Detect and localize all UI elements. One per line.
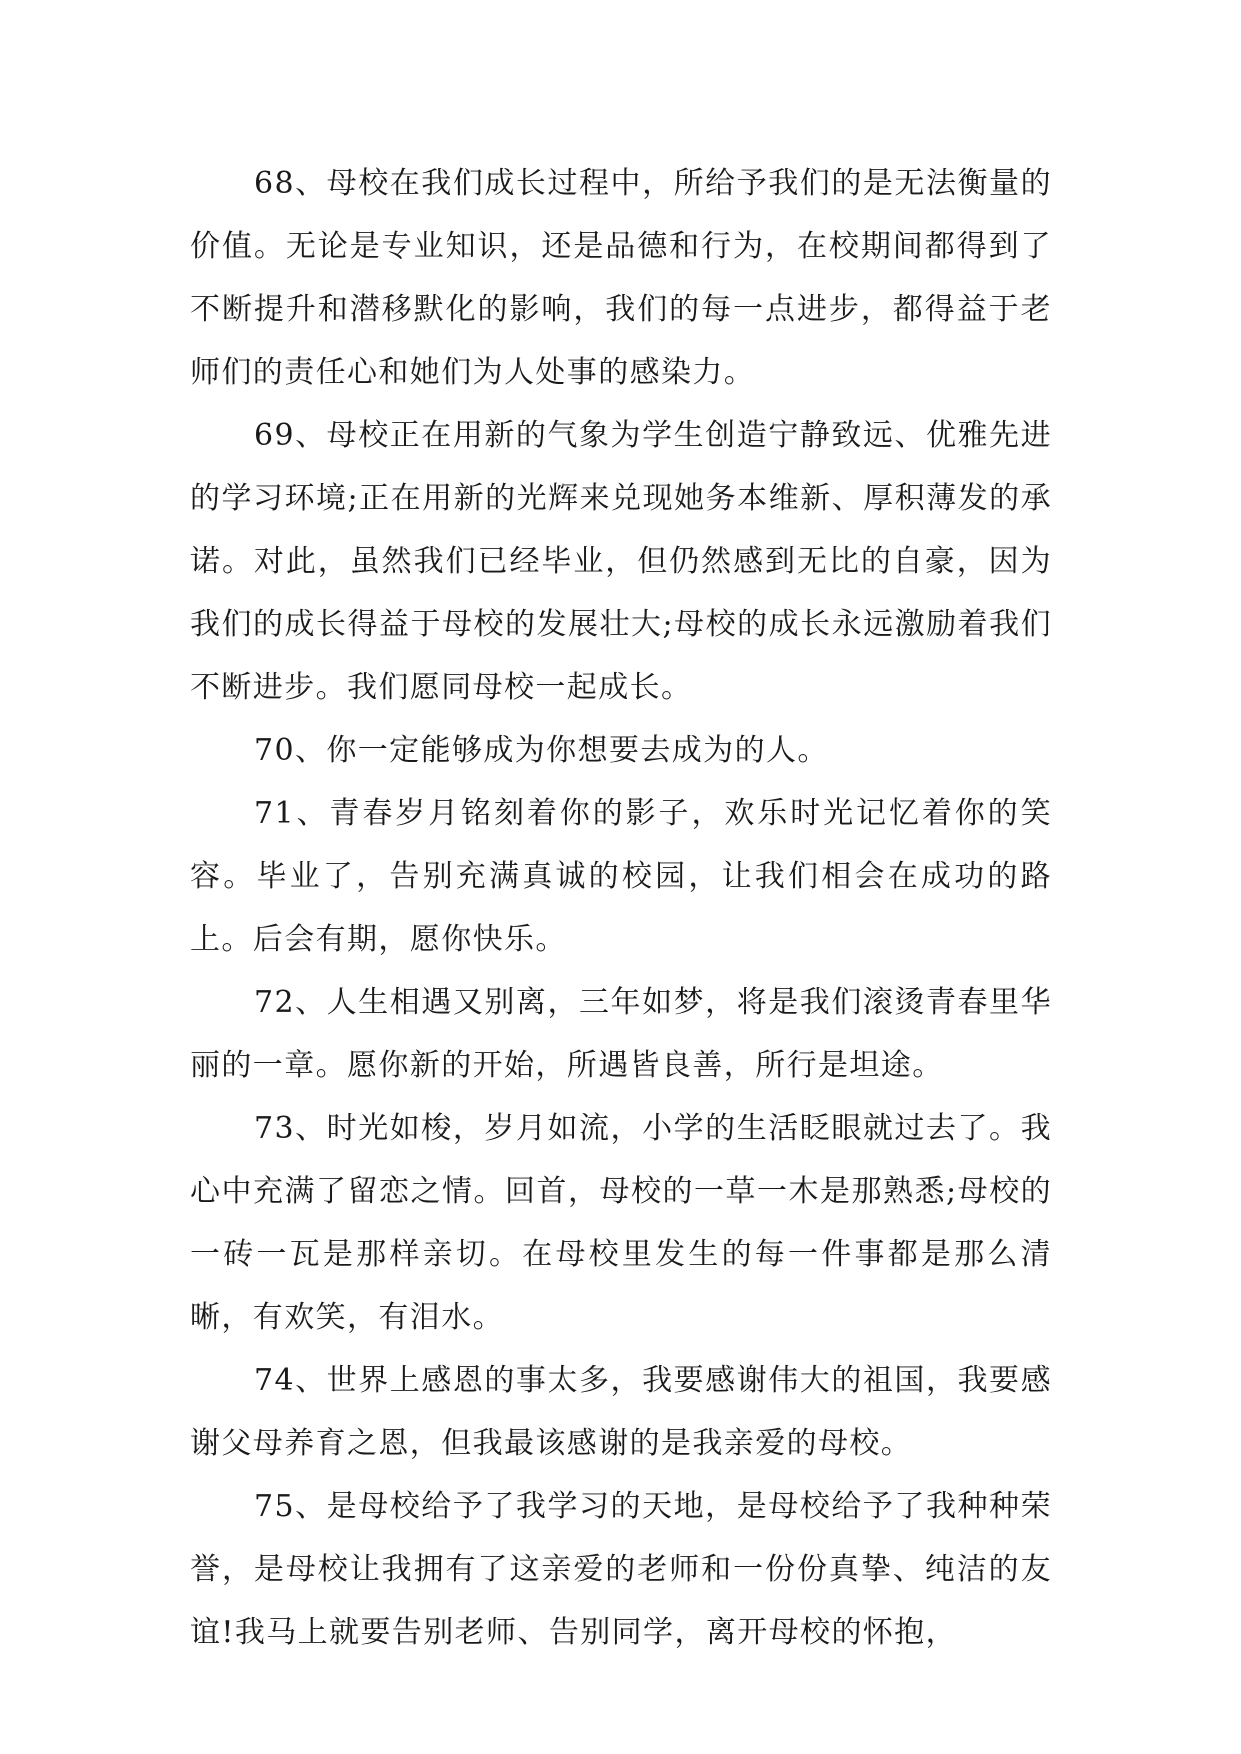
paragraph-68: 68、母校在我们成长过程中，所给予我们的是无法衡量的价值。无论是专业知识，还是品德和行为，在校期间都得到了不断提升和潜移默化的影响，我们的每一点进步，都得益于老师们的责任心和她们为人处事的感染力。 — [190, 166, 1052, 390]
paragraph-71: 71、青春岁月铭刻着你的影子，欢乐时光记忆着你的笑容。毕业了，告别充满真诚的校园，让我们相会在成功的路上。后会有期，愿你快乐。 — [190, 796, 1052, 957]
paragraph-74: 74、世界上感恩的事太多，我要感谢伟大的祖国，我要感谢父母养育之恩，但我最该感谢的是我亲爱的母校。 — [190, 1363, 1052, 1461]
paragraph-69: 69、母校正在用新的气象为学生创造宁静致远、优雅先进的学习环境;正在用新的光辉来兑现她务本维新、厚积薄发的承诺。对此，虽然我们已经毕业，但仍然感到无比的自豪，因为我们的成长得益于母校的发展壮大;母校的成长永远激励着我们不断进步。我们愿同母校一起成长。 — [190, 418, 1052, 705]
paragraph-70: 70、你一定能够成为你想要去成为的人。 — [254, 733, 829, 768]
paragraph-72: 72、人生相遇又别离，三年如梦，将是我们滚烫青春里华丽的一章。愿你新的开始，所遇皆良善，所行是坦途。 — [190, 985, 1052, 1083]
document-body — [190, 152, 1052, 1664]
paragraph-73: 73、时光如梭，岁月如流，小学的生活眨眼就过去了。我心中充满了留恋之情。回首，母校的一草一木是那熟悉;母校的一砖一瓦是那样亲切。在母校里发生的每一件事都是那么清晰，有欢笑，有泪水。 — [190, 1111, 1052, 1335]
paragraph-75: 75、是母校给予了我学习的天地，是母校给予了我种种荣誉，是母校让我拥有了这亲爱的老师和一份份真挚、纯洁的友谊!我马上就要告别老师、告别同学，离开母校的怀抱， — [190, 1489, 1052, 1650]
